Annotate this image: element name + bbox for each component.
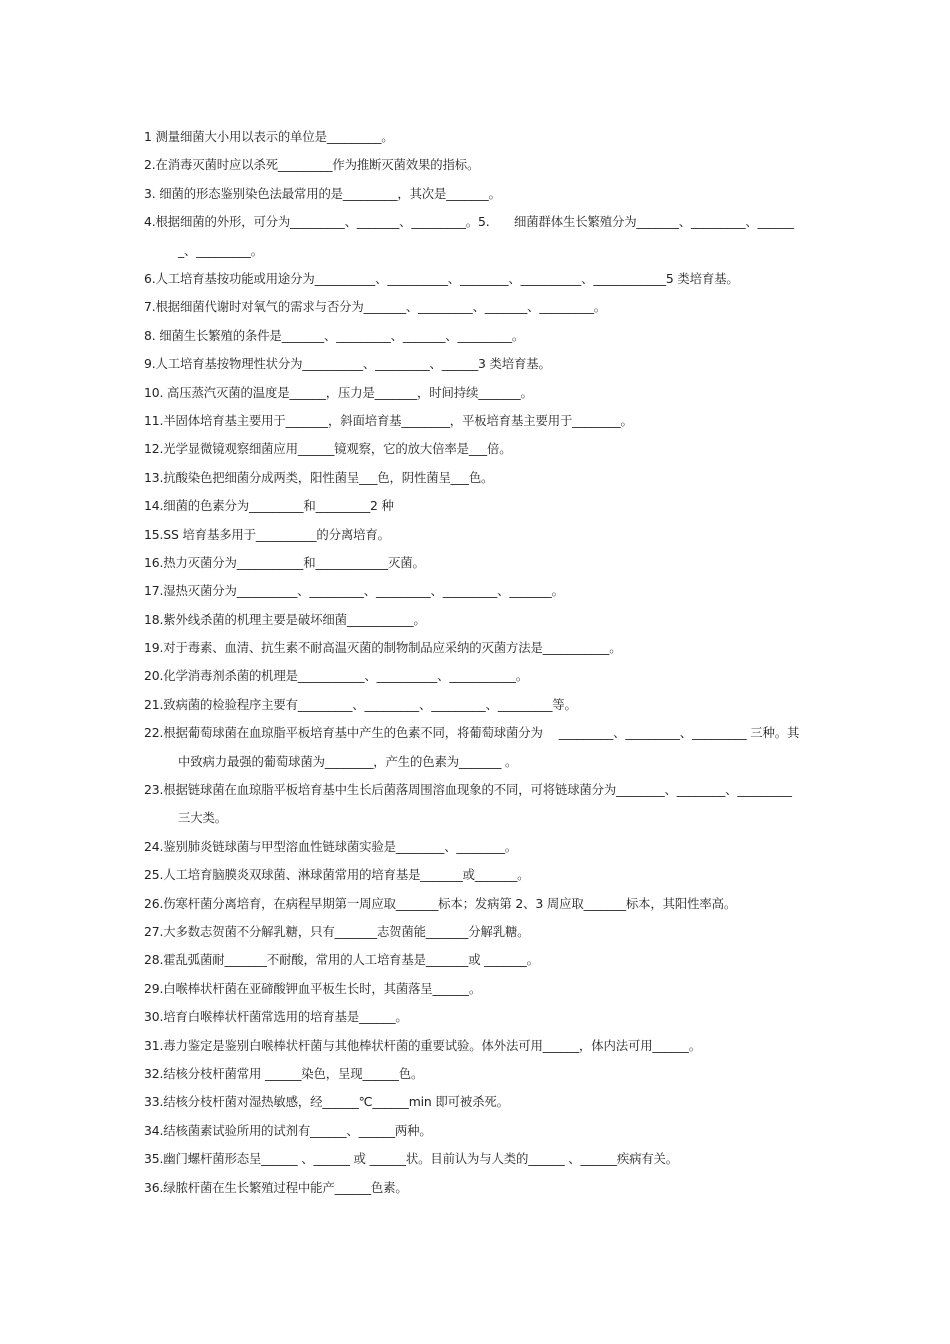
question-11: 11.半固体培育基主要用于_______，斜面培育基________，平板培育基主要用于________。 (144, 412, 633, 428)
question-35: 35.幽门螺杆菌形态呈______ 、______ 或 ______状。目前认为与人类的______ 、______疾病有关。 (144, 1151, 679, 1167)
question-7: 7.根据细菌代谢时对氧气的需求与否分为_______、_________、_______、_________。 (144, 299, 607, 315)
question-9: 9.人工培育基按物理性状分为__________、_________、______3 类培育基。 (144, 356, 551, 372)
question-13: 13.抗酸染色把细菌分成两类，阳性菌呈___色，阴性菌呈___色。 (144, 469, 494, 485)
question-34: 34.结核菌素试验所用的试剂有______、______两种。 (144, 1122, 432, 1138)
question-list (144, 123, 804, 1202)
question-6: 6.人工培育基按功能或用途分为__________、__________、________、__________、____________5 类培育基。 (144, 270, 739, 286)
question-15: 15.SS 培育基多用于__________的分离培育。 (144, 526, 390, 542)
question-3: 3. 细菌的形态鉴别染色法最常用的是_________，其次是_______。 (144, 185, 501, 201)
question-22: 22.根据葡萄球菌在血琼脂平板培育基中产生的色素不同，将葡萄球菌分为 _________、_________、_________ 三种。其中致病力最强的葡萄球菌为________，产生的色素为_______ 。 (144, 725, 800, 769)
question-27: 27.大多数志贺菌不分解乳糖，只有_______志贺菌能_______分解乳糖。 (144, 924, 530, 940)
question-18: 18.紫外线杀菌的机理主要是破坏细菌___________。 (144, 611, 426, 627)
question-17: 17.湿热灭菌分为__________、_________、_________、_________、_______。 (144, 583, 564, 599)
question-26: 26.伤寒杆菌分离培育，在病程早期第一周应取_______标本；发病第 2、3 周应取_______标本，其阳性率高。 (144, 895, 737, 911)
question-33: 33.结核分枝杆菌对湿热敏感，经______℃______min 即可被杀死。 (144, 1094, 509, 1110)
question-8: 8. 细菌生长繁殖的条件是_______、_________、_______、_________。 (144, 327, 525, 343)
question-4-5: 4.根据细菌的外形，可分为_________、_______、_________。5. 细菌群体生长繁殖分为_______、_________、_______、_________。 (144, 214, 794, 258)
question-28: 28.霍乱弧菌耐_______不耐酸，常用的人工培育基是_______或 _______。 (144, 952, 539, 968)
question-12: 12.光学显微镜观察细菌应用______镜观察，它的放大倍率是___倍。 (144, 441, 512, 457)
question-19: 19.对于毒素、血清、抗生素不耐高温灭菌的制物制品应采纳的灭菌方法是___________。 (144, 640, 622, 656)
question-29: 29.白喉棒状杆菌在亚碲酸钾血平板生长时，其菌落呈______。 (144, 980, 482, 996)
question-10: 10. 高压蒸汽灭菌的温度是______，压力是_______，时间持续_______。 (144, 384, 533, 400)
question-23: 23.根据链球菌在血琼脂平板培育基中生长后菌落周围溶血现象的不同，可将链球菌分为________、________、_________ 三大类。 (144, 782, 792, 826)
question-20: 20.化学消毒剂杀菌的机理是___________、__________、___________。 (144, 668, 529, 684)
question-30: 30.培育白喉棒状杆菌常选用的培育基是______。 (144, 1009, 408, 1025)
question-16: 16.热力灭菌分为___________和____________灭菌。 (144, 554, 425, 570)
question-36: 36.绿脓杆菌在生长繁殖过程中能产______色素。 (144, 1179, 408, 1195)
question-24: 24.鉴别肺炎链球菌与甲型溶血性链球菌实验是________、________。 (144, 838, 518, 854)
question-2: 2.在消毒灭菌时应以杀死_________作为推断灭菌效果的指标。 (144, 157, 480, 173)
question-25: 25.人工培育脑膜炎双球菌、淋球菌常用的培育基是_______或_______。 (144, 867, 530, 883)
question-1: 1 测量细菌大小用以表示的单位是_________。 (144, 129, 394, 144)
question-14: 14.细菌的色素分为_________和_________2 种 (144, 498, 394, 514)
question-32: 32.结核分枝杆菌常用 ______染色，呈现______色。 (144, 1065, 424, 1081)
question-31: 31.毒力鉴定是鉴别白喉棒状杆菌与其他棒状杆菌的重要试验。体外法可用______，体内法可用______。 (144, 1037, 701, 1053)
question-21: 21.致病菌的检验程序主要有_________、_________、_________、_________等。 (144, 696, 577, 712)
